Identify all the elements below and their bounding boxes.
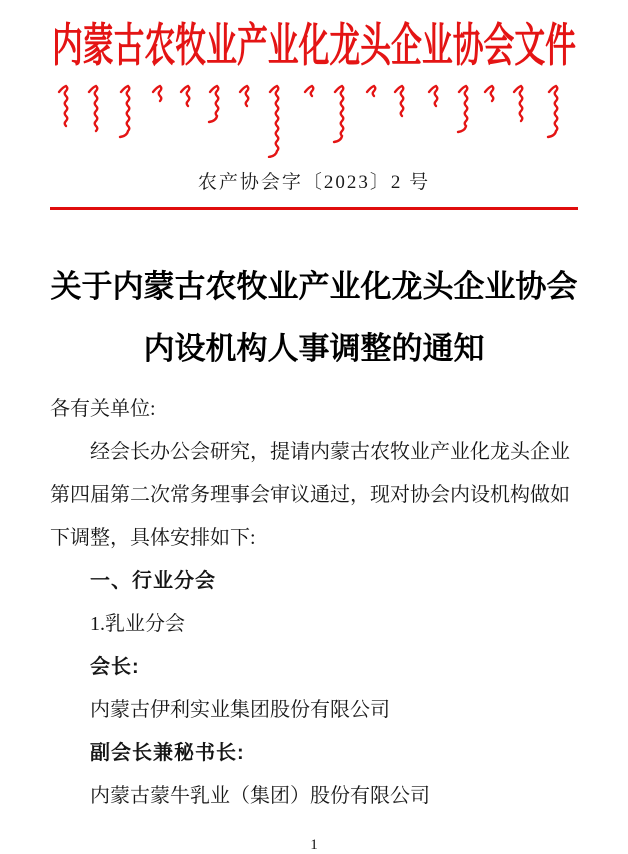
mongolian-word-glyph [153,86,161,101]
role-label-vice-president: 副会长兼秘书长: [90,742,245,764]
paragraph-line: 第四届第二次常务理事会审议通过，现对协会内设机构做如 [50,484,570,506]
mongolian-word-glyph [269,86,278,157]
mongolian-word-glyph [209,86,218,122]
mongolian-word-glyph [514,86,522,121]
paragraph-line: 经会长办公会研究，提请内蒙古农牧业产业化龙头企业 [90,441,570,463]
document-body [50,388,578,818]
paragraph-line: 下调整，具体安排如下: [50,527,256,549]
document-title [0,256,628,380]
company-name: 内蒙古蒙牛乳业（集团）股份有限公司 [90,785,430,807]
mongolian-word-glyph [120,86,129,137]
red-header [0,12,628,72]
page-number: 1 [310,837,318,853]
mongolian-word-glyph [305,86,313,96]
mongolian-word-glyph [485,86,493,101]
mongolian-word-glyph [59,86,67,126]
mongolian-word-glyph [89,86,97,131]
mongolian-word-glyph [458,86,467,132]
mongolian-word-glyph [334,86,343,142]
doc-number: 农产协会字〔2023〕2 号 [197,172,431,193]
document-title-line1: 关于内蒙古农牧业产业化龙头企业协会 [50,269,578,304]
document-page [0,12,628,854]
mongolian-word-glyph [395,86,403,116]
document-title-line2: 内设机构人事调整的通知 [143,331,485,366]
mongolian-word-glyph [429,86,437,106]
mongolian-word-glyph [181,86,189,106]
subsection-heading: 1.乳业分会 [90,613,185,635]
role-label-president: 会长: [90,656,140,678]
red-rule-divider [50,207,578,210]
org-title: 内蒙古农牧业产业化龙头企业协会文件 [52,20,576,71]
mongolian-script [0,84,628,158]
mongolian-word-glyph [548,86,557,137]
mongolian-word-glyph [367,86,375,96]
section-heading: 一、行业分会 [90,570,216,592]
salutation: 各有关单位: [50,398,156,420]
company-name: 内蒙古伊利实业集团股份有限公司 [90,699,390,721]
mongolian-word-glyph [240,86,248,106]
